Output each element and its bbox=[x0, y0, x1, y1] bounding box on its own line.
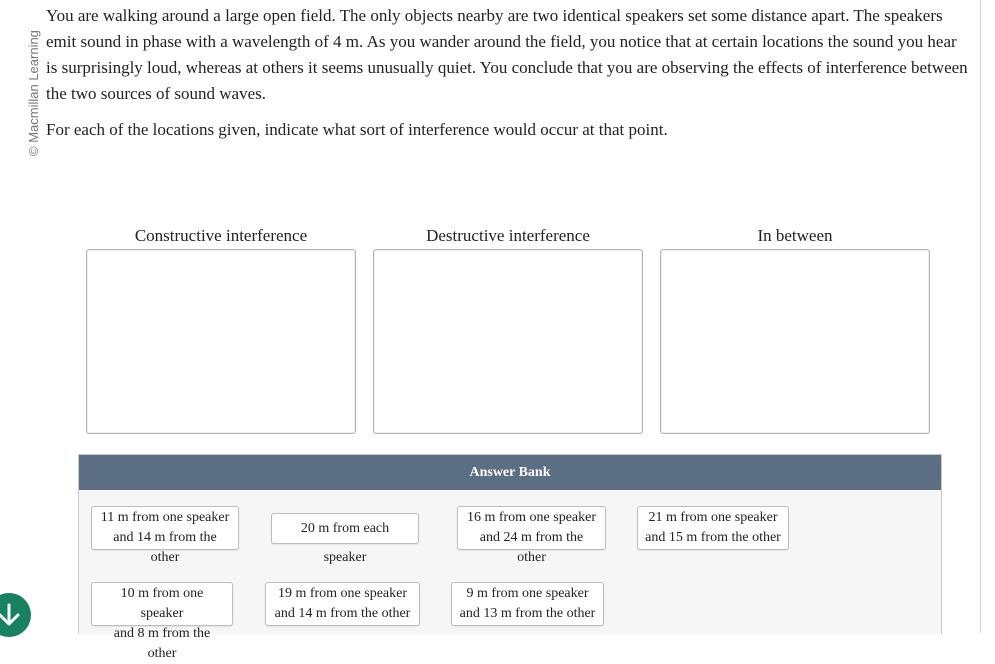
answer-chip[interactable] bbox=[457, 506, 606, 565]
question-text bbox=[46, 3, 971, 143]
answer-bank bbox=[78, 454, 942, 661]
answer-chip[interactable] bbox=[271, 513, 419, 565]
answer-chip-line1: 19 m from one speaker bbox=[277, 586, 408, 601]
page-divider bbox=[980, 0, 981, 633]
answer-bank-title: Answer Bank bbox=[79, 455, 941, 490]
destructive-label: Destructive interference bbox=[426, 226, 590, 245]
constructive-drop-zone[interactable] bbox=[86, 249, 356, 434]
answer-chip[interactable] bbox=[265, 582, 420, 626]
in-between-label: In between bbox=[757, 226, 833, 245]
answer-chip-line2: and 15 m from the other bbox=[645, 530, 781, 545]
answer-chip-line1: 21 m from one speaker bbox=[648, 510, 778, 525]
scroll-down-button[interactable] bbox=[0, 593, 31, 637]
answer-chip-line2: and 13 m from the other bbox=[459, 606, 596, 621]
question-paragraph: You are walking around a large open field. The only objects nearby are two identical speakers set some distance apart. The speakers emit sound in phase with a wavelength of 4 m. As you wander around the field, you notice that at certain locations the sound you hear is surprisingly loud, whereas at others it seems unusually quiet. You conclude that you are observing the effects of interference between the two sources of sound waves. bbox=[46, 6, 968, 103]
answer-chip-line2: and 14 m from the other bbox=[113, 530, 217, 565]
arrow-down-icon bbox=[0, 603, 20, 627]
answer-chip-line1: 10 m from one speaker bbox=[120, 586, 204, 621]
copyright-notice bbox=[22, 6, 44, 156]
answer-chip-line1: 11 m from one speaker bbox=[100, 510, 230, 525]
in-between-drop-zone[interactable] bbox=[660, 249, 930, 434]
answer-chip-line1: 16 m from one speaker bbox=[466, 510, 597, 525]
question-instruction: For each of the locations given, indicate what sort of interference would occur at that point. bbox=[46, 120, 668, 139]
answer-chip-line1: 9 m from one speaker bbox=[466, 586, 589, 601]
answer-chip[interactable] bbox=[451, 582, 604, 626]
constructive-label: Constructive interference bbox=[134, 226, 308, 245]
destructive-drop-zone[interactable] bbox=[373, 249, 643, 434]
copyright-text: © Macmillan Learning bbox=[26, 30, 41, 156]
answer-chip-line2: and 8 m from the other bbox=[113, 626, 211, 661]
answer-chip[interactable] bbox=[91, 506, 239, 565]
answer-chip-line2: and 14 m from the other bbox=[274, 606, 411, 621]
answer-chip[interactable] bbox=[637, 506, 789, 550]
answer-chip[interactable] bbox=[91, 582, 233, 661]
answer-chip-line2: and 24 m from the other bbox=[479, 530, 584, 565]
answer-chip-line1: 20 m from each speaker bbox=[300, 521, 390, 565]
